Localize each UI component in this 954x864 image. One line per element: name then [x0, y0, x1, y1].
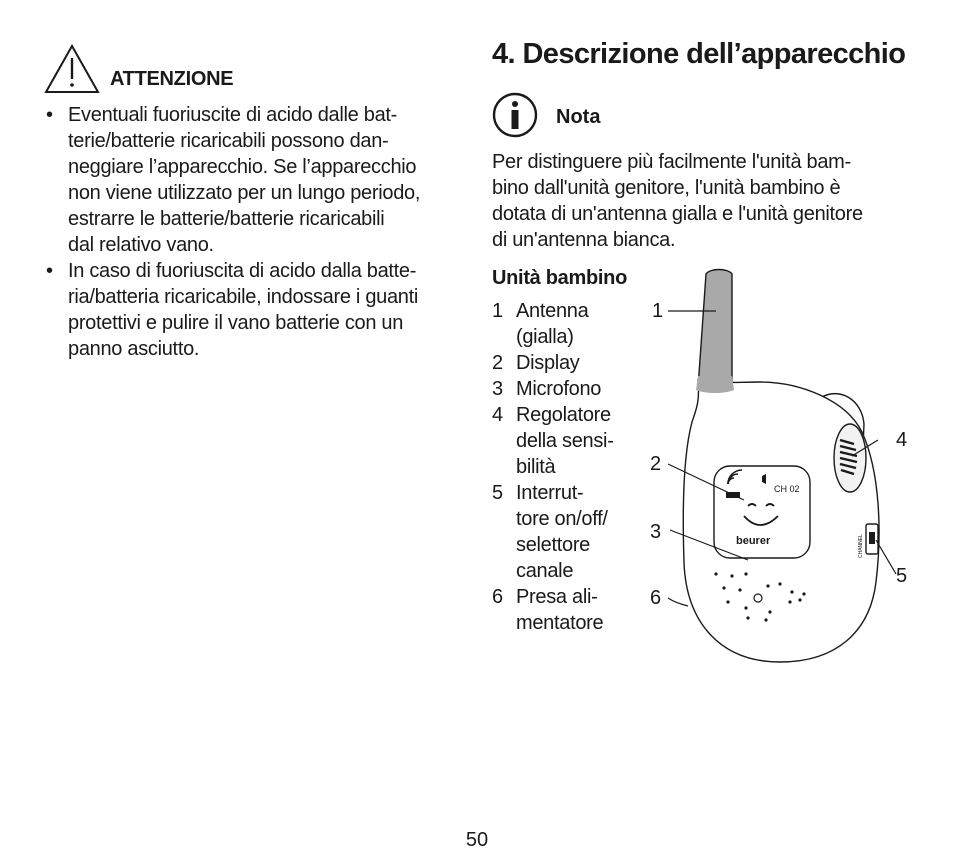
side-label: CHANNEL	[858, 534, 864, 558]
part-item	[492, 402, 642, 480]
text-line: bino dall'unità genitore, l'unità bambino è	[492, 177, 841, 199]
text-line: mentatore	[516, 612, 604, 634]
dial-recess	[834, 424, 866, 492]
part-item	[492, 480, 642, 584]
text-line: canale	[516, 560, 574, 582]
text-line: (gialla)	[516, 326, 574, 348]
text-line: Display	[516, 352, 580, 374]
parts-list	[492, 298, 642, 636]
part-item	[492, 584, 642, 636]
text-line: protettivi e pulire il vano batterie con un	[68, 312, 404, 334]
info-icon	[492, 92, 538, 138]
part-number: 6	[492, 586, 503, 608]
bullet-dot: •	[46, 104, 53, 126]
callout-4: 4	[896, 429, 908, 451]
part-number: 2	[492, 352, 503, 374]
part-item	[492, 376, 642, 402]
bullet-dot: •	[46, 260, 53, 282]
text-line: della sensi-	[516, 430, 614, 452]
subsection-title: Unità bambino	[492, 267, 627, 289]
callout-3: 3	[650, 521, 662, 543]
part-item	[492, 350, 642, 376]
note-text	[492, 149, 922, 253]
part-number: 3	[492, 378, 503, 400]
warning-list	[46, 102, 476, 362]
page-number: 50	[465, 829, 489, 851]
section-title: 4. Descrizione dell’apparecchio	[492, 38, 906, 70]
text-line: estrarre le batterie/batterie ricaricabili	[68, 208, 385, 230]
note-title: Nota	[556, 106, 601, 128]
callout-5: 5	[896, 565, 908, 587]
part-item	[492, 298, 642, 350]
warning-title: ATTENZIONE	[110, 68, 234, 90]
warning-bullet	[46, 102, 476, 258]
text-line: panno asciutto.	[68, 338, 200, 360]
text-line: Microfono	[516, 378, 602, 400]
text-line: dotata di un'antenna gialla e l'unità genitore	[492, 203, 863, 225]
text-line: In caso di fuoriuscita di acido dalla batte-	[68, 260, 417, 282]
antenna	[698, 270, 732, 389]
text-line: terie/batterie ricaricabili possono dan-	[68, 130, 389, 152]
text-line: dal relativo vano.	[68, 234, 214, 256]
text-line: Antenna	[516, 300, 589, 322]
text-line: di un'antenna bianca.	[492, 229, 676, 251]
warning-bullet	[46, 258, 476, 362]
warning-triangle-icon	[44, 44, 100, 94]
text-line: selettore	[516, 534, 591, 556]
brand-logo: beurer	[736, 535, 771, 547]
text-line: bilità	[516, 456, 556, 478]
callout-6: 6	[650, 587, 662, 609]
text-line: Regolatore	[516, 404, 611, 426]
callout-2: 2	[650, 453, 662, 475]
display-text: CH 02	[774, 484, 800, 494]
text-line: non viene utilizzato per un lungo periodo,	[68, 182, 421, 204]
part-number: 4	[492, 404, 503, 426]
callout-1: 1	[652, 300, 664, 322]
part-number: 5	[492, 482, 503, 504]
text-line: Presa ali-	[516, 586, 598, 608]
text-line: Interrut-	[516, 482, 584, 504]
text-line: neggiare l’apparecchio. Se l’apparecchio	[68, 156, 417, 178]
part-number: 1	[492, 300, 503, 322]
text-line: ria/batteria ricaricabile, indossare i guanti	[68, 286, 419, 308]
baby-unit-illustration	[640, 262, 930, 672]
text-line: Per distinguere più facilmente l'unità bam-	[492, 151, 851, 173]
text-line: Eventuali fuoriuscite di acido dalle bat-	[68, 104, 398, 126]
text-line: tore on/off/	[516, 508, 608, 530]
